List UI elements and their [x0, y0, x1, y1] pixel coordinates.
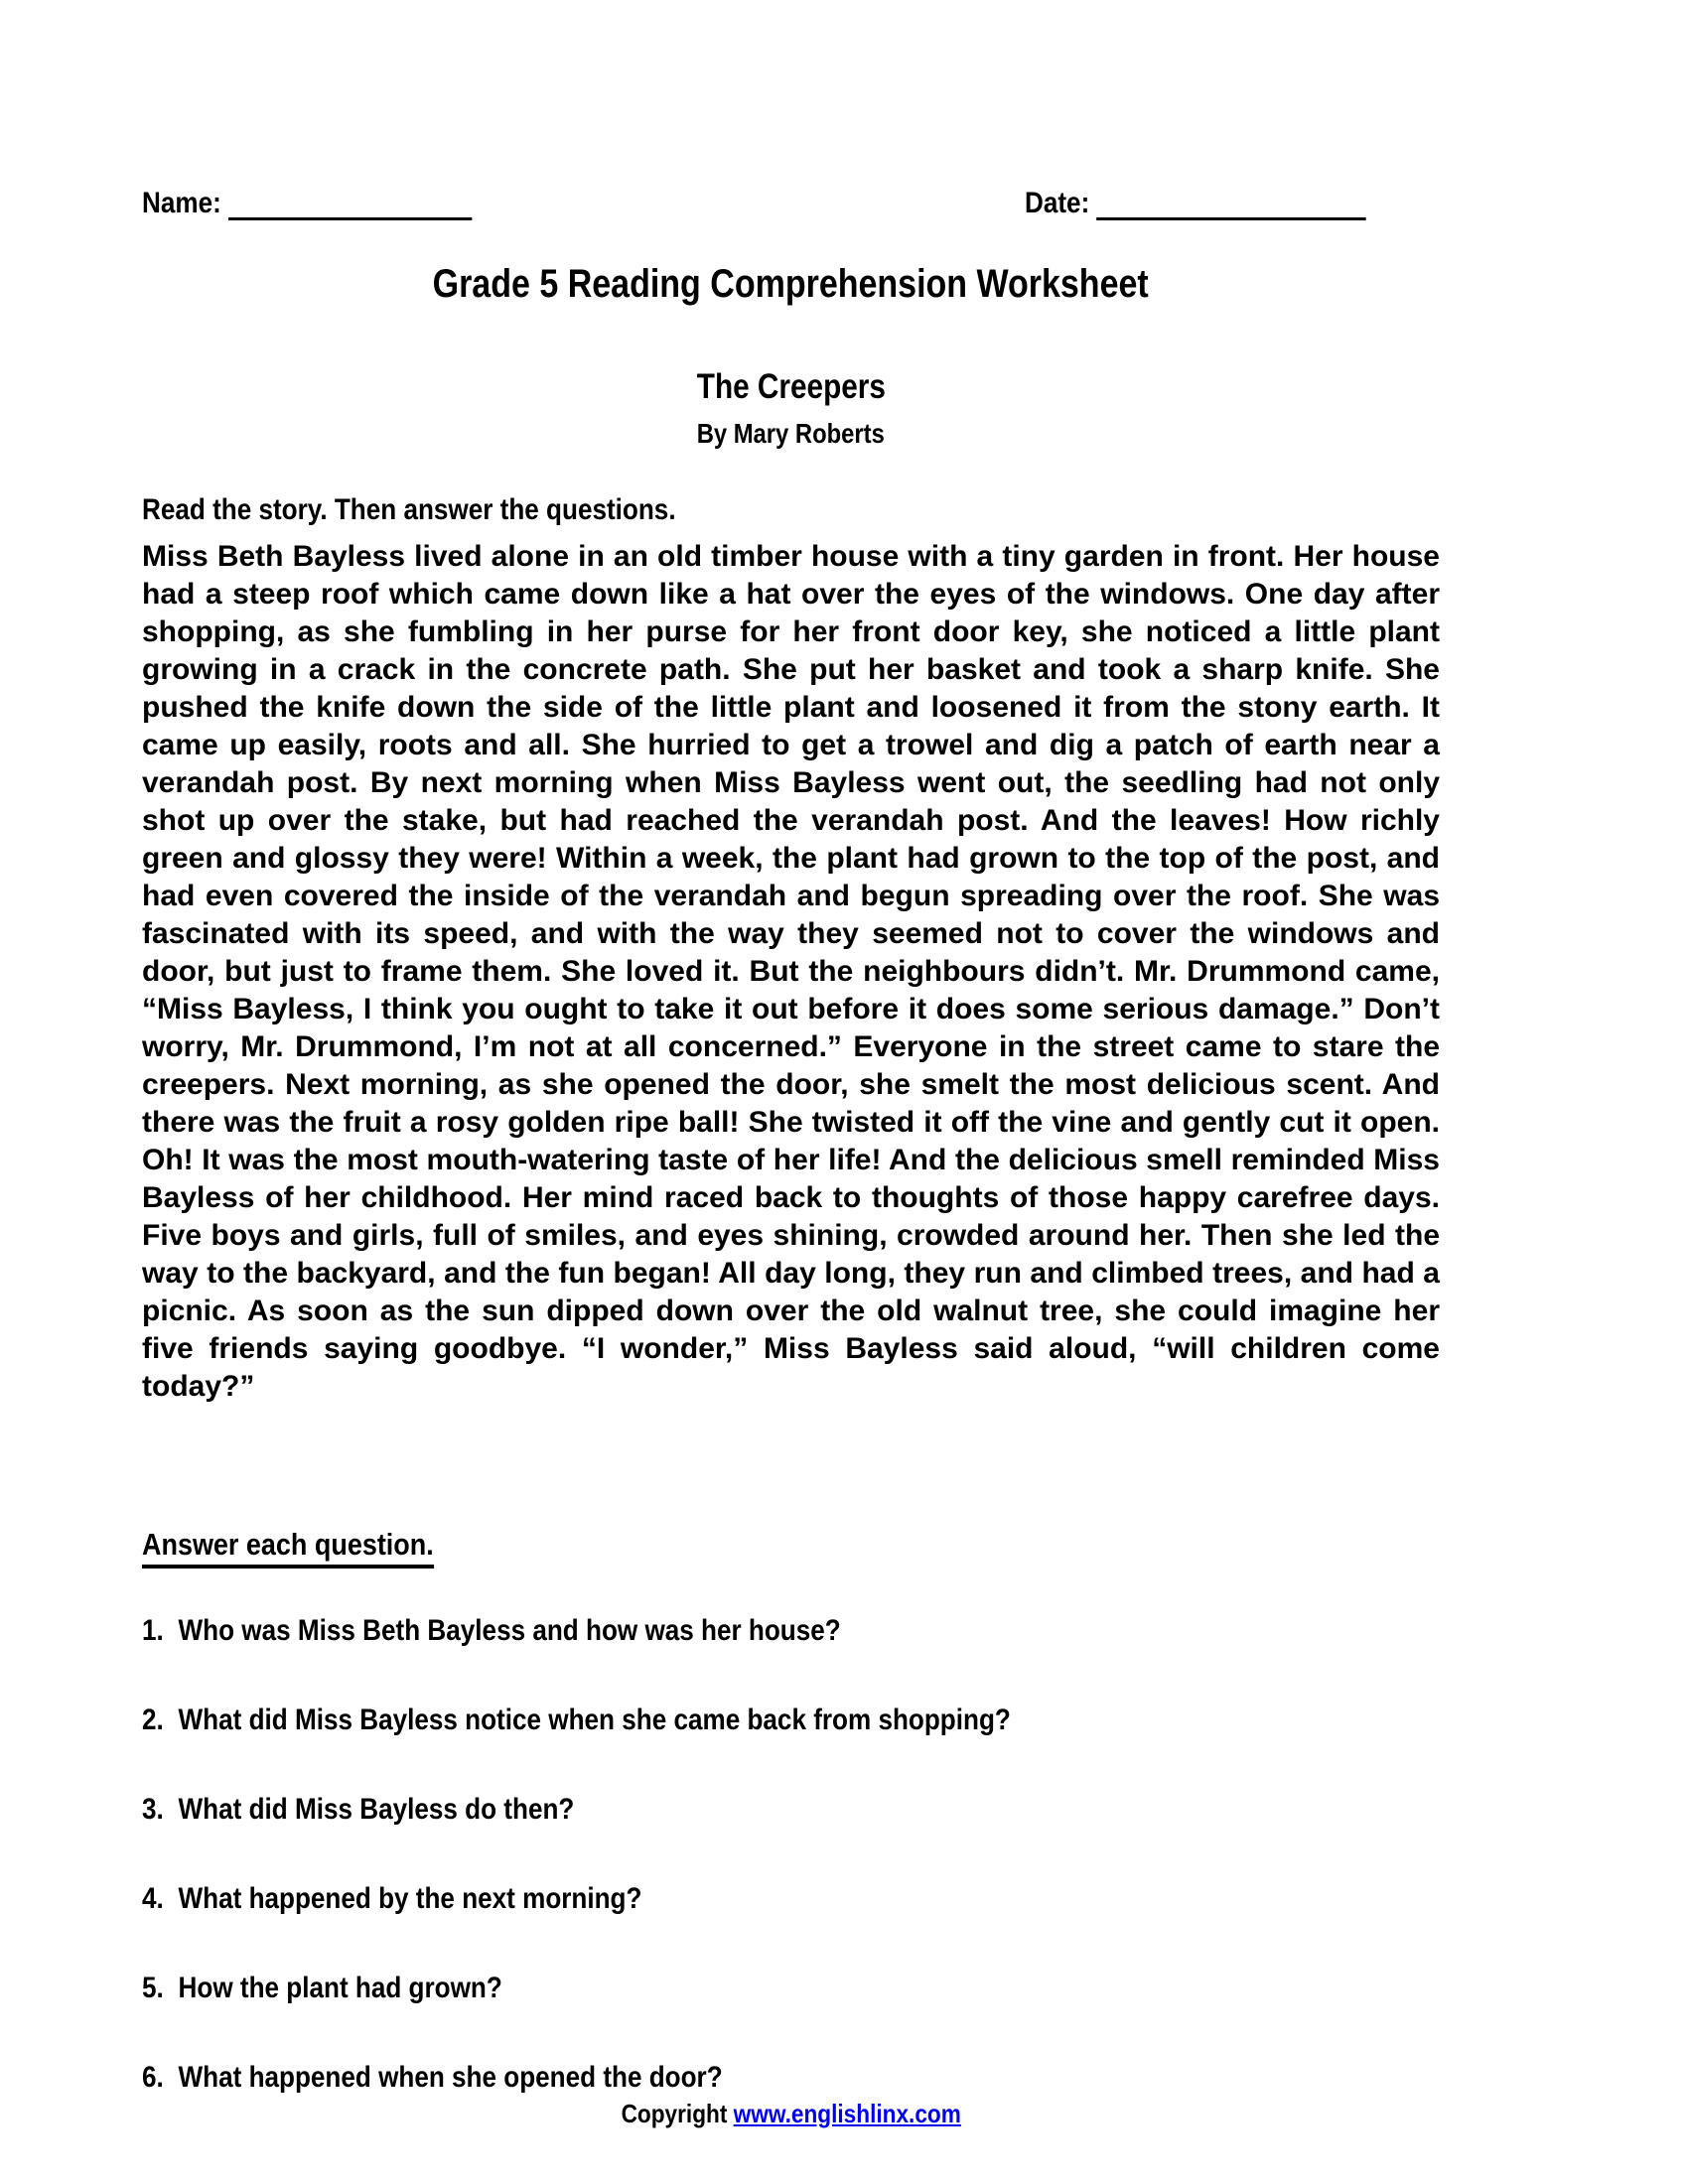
- question-number: 6.: [142, 2061, 164, 2094]
- question-item: [142, 1882, 1440, 1916]
- page-footer: [142, 2099, 1440, 2129]
- questions-heading: Answer each question.: [142, 1527, 478, 1563]
- page-title: Grade 5 Reading Comprehension Worksheet: [432, 262, 1150, 306]
- copyright-label: Copyright: [621, 2099, 728, 2128]
- question-number: 2.: [142, 1704, 164, 1736]
- question-item: [142, 1614, 1440, 1648]
- question-number: 5.: [142, 1972, 164, 2004]
- name-date-row: [142, 187, 1440, 230]
- question-number: 3.: [142, 1793, 164, 1826]
- date-field-group: [1025, 187, 1417, 220]
- date-label: Date:: [1025, 187, 1090, 219]
- question-text: What did Miss Bayless notice when she came back from shopping?: [178, 1704, 1011, 1736]
- name-field-group: [142, 187, 521, 220]
- question-text: What happened when she opened the door?: [178, 2061, 723, 2094]
- question-number: 1.: [142, 1614, 164, 1647]
- question-text: Who was Miss Beth Bayless and how was her house?: [178, 1614, 841, 1647]
- story-title: The Creepers: [696, 367, 886, 406]
- name-label: Name:: [142, 187, 221, 219]
- question-text: What happened by the next morning?: [178, 1882, 642, 1915]
- question-item: [142, 1793, 1440, 1827]
- copyright-link[interactable]: www.englishlinx.com: [733, 2099, 961, 2128]
- story-instructions: Read the story. Then answer the questions.: [142, 493, 676, 526]
- questions-list: [142, 1614, 1440, 2150]
- story-paragraph: Miss Beth Bayless lived alone in an old timber house with a tiny garden in front. Her house had a steep roof which came down like a hat over the eyes of the windows. One day after shopping, as she fumbling in her purse for her front door key, she noticed a little plant growing in a crack in the concrete path. She put her basket and took a sharp knife. She pushed the knife down the side of the little plant and loosened it from the stony earth. It came up easily, roots and all. She hurried to get a trowel and dig a patch of earth near a verandah post. By next morning when Miss Bayless went out, the seedling had not only shot up over the stake, but had reached the verandah post. And the leaves! How richly green and glossy they were! Within a week, the plant had grown to the top of the post, and had even covered the inside of the verandah and begun spreading over the roof. She was fascinated with its speed, and with the way they seemed not to cover the windows and door, but just to frame them. She loved it. But the neighbours didn’t. Mr. Drummond came, “Miss Bayless, I think you ought to take it out before it does some serious damage.” Don’t worry, Mr. Drummond, I’m not at all concerned.” Everyone in the street came to stare the creepers. Next morning, as she opened the door, she smelt the most delicious scent. And there was the fruit a rosy golden ripe ball! She twisted it off the vine and gently cut it open. Oh! It was the most mouth-watering taste of her life! And the delicious smell reminded Miss Bayless of her childhood. Her mind raced back to thoughts of those happy carefree days. Five boys and girls, full of smiles, and eyes shining, crowded around her. Then she led the way to the backyard, and the fun began! All day long, they run and climbed trees, and had a picnic. As soon as the sun dipped down over the old walnut tree, she could imagine her five friends saying goodbye. “I wonder,” Miss Bayless said aloud, “will children come today?”: [142, 540, 1440, 1403]
- date-blank-line: [1096, 217, 1365, 220]
- story-byline: By Mary Roberts: [696, 418, 886, 449]
- question-number: 4.: [142, 1882, 164, 1915]
- question-text: What did Miss Bayless do then?: [178, 1793, 575, 1826]
- question-item: [142, 1972, 1440, 2005]
- name-blank-line: [228, 217, 472, 220]
- question-text: How the plant had grown?: [178, 1972, 502, 2004]
- question-item: [142, 1704, 1440, 1737]
- question-item: [142, 2061, 1440, 2095]
- worksheet-content: [142, 0, 1440, 2184]
